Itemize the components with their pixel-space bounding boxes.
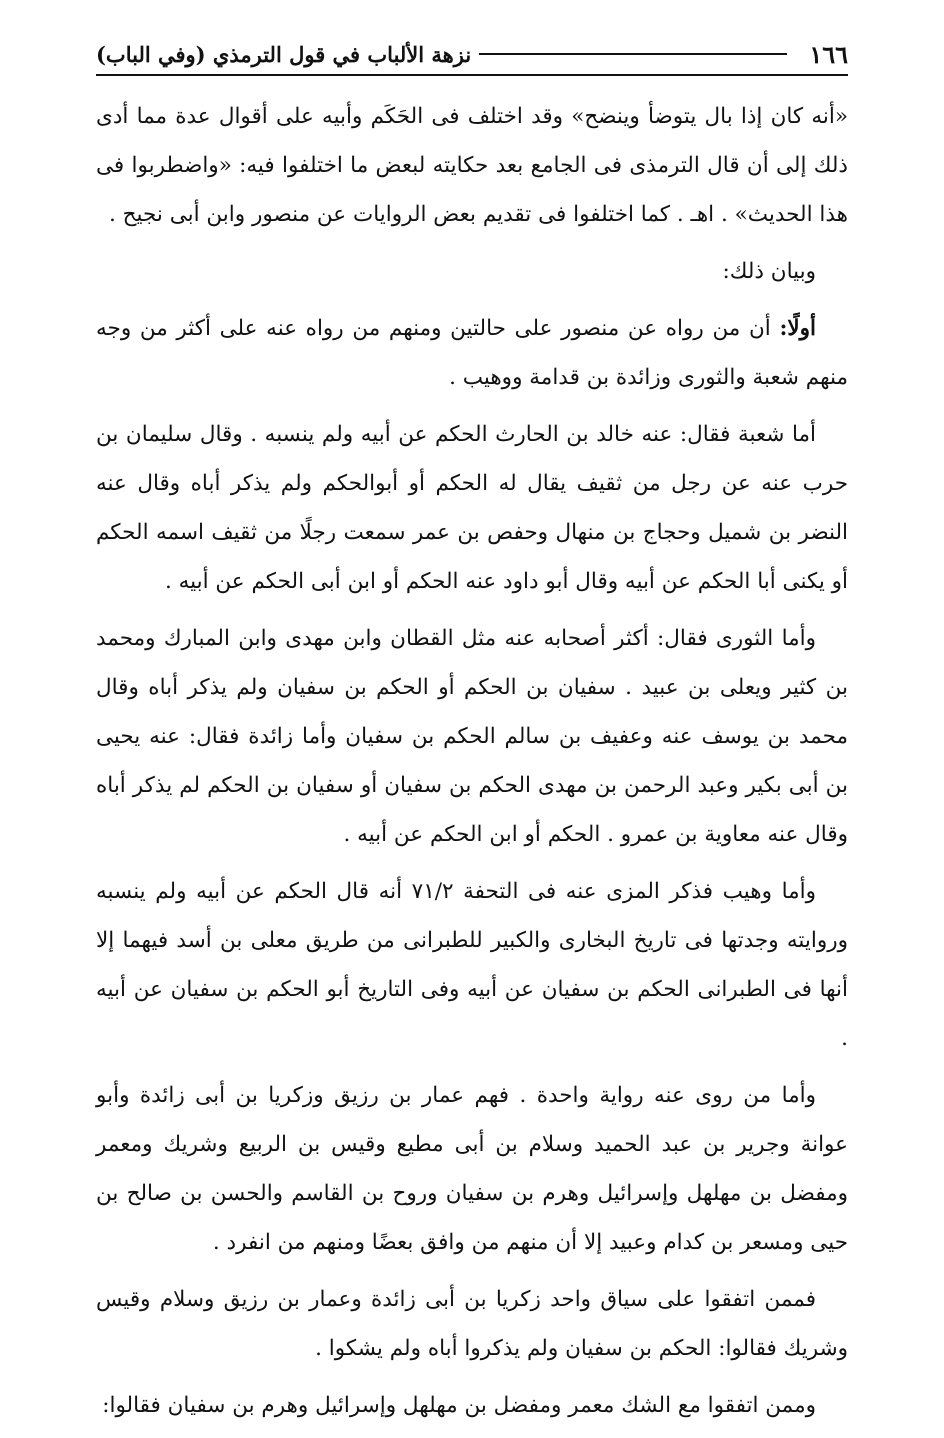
paragraph-shuba: [96, 410, 848, 606]
paragraph-text: فممن اتفقوا على سياق واحد زكريا بن أبى زائدة وعمار بن رزيق وسلام وقيس وشريك فقالوا: الحكم بن سفيان ولم يذكروا أباه ولم يشكوا .: [96, 1287, 848, 1361]
paragraph-text: وأما من روى عنه رواية واحدة . فهم عمار بن رزيق وزكريا بن أبى زائدة وأبو عوانة وجرير بن عبد الحميد وسلام بن أبى مطيع وقيس بن الربيع وشريك ومعمر ومفضل بن مهلهل وإسرائيل وهرم بن سفيان وروح بن القاسم والحسن بن صالح بن حيى ومسعر بن كدام وعبيد إلا أن منهم من وافق بعضًا ومنهم من انفرد .: [96, 1083, 848, 1255]
page-header: [96, 34, 848, 76]
paragraph-text: أما شعبة فقال: عنه خالد بن الحارث الحكم عن أبيه ولم ينسبه . وقال سليمان بن حرب عنه عن رجل من ثقيف يقال له الحكم أو أبوالحكم ولم يذكر أباه وقال عنه النضر بن شميل وحجاج بن منهال وحفص بن عمر سمعت رجلًا من ثقيف اسمه الحكم أو يكنى أبا الحكم عن أبيه وقال أبو داود عنه الحكم أو ابن أبى الحكم عن أبيه .: [96, 422, 848, 594]
header-rule: [479, 53, 787, 55]
paragraph-text: «أنه كان إذا بال يتوضأ وينضح» وقد اختلف فى الحَكَم وأبيه على أقوال عدة مما أدى ذلك إلى أن قال الترمذى فى الجامع بعد حكايته لبعض ما اختلفوا فيه: «واضطربوا فى هذا الحديث» . اهـ . كما اختلفوا فى تقديم بعض الروايات عن منصور وابن أبى نجيح .: [96, 104, 848, 227]
paragraph-text: وأما وهيب فذكر المزى عنه فى التحفة ٧١/٢ أنه قال الحكم عن أبيه ولم ينسبه وروايته وجدتها فى تاريخ البخارى والكبير للطبرانى من طريق معلى بن أسد فيهما إلا أنها فى الطبرانى الحكم بن سفيان عن أبيه وفى التاريخ أبو الحكم بن سفيان عن أبيه .: [96, 879, 848, 1051]
paragraph-text: وبيان ذلك:: [722, 259, 816, 284]
paragraph-continuation: [96, 92, 848, 239]
running-title: نزهة الألباب في قول الترمذي (وفي الباب): [96, 41, 472, 67]
page-number: ١٦٦: [809, 39, 848, 69]
paragraph-lead: أولًا:: [779, 316, 816, 341]
paragraph-agreed: [96, 1275, 848, 1373]
paragraph-intro: [96, 247, 848, 296]
paragraph-single-narration: [96, 1071, 848, 1267]
paragraph-text: وممن اتفقوا مع الشك معمر ومفضل بن مهلهل وإسرائيل وهرم بن سفيان فقالوا:: [102, 1393, 816, 1418]
paragraph-wuhayb: [96, 867, 848, 1063]
paragraph-thawri: [96, 614, 848, 859]
paragraph-text: أن من رواه عن منصور على حالتين ومنهم من رواه عنه على أكثر من وجه منهم شعبة والثورى وزائدة بن قدامة ووهيب .: [96, 316, 848, 390]
paragraph-doubt: [96, 1381, 848, 1430]
paragraph-text: وأما الثورى فقال: أكثر أصحابه عنه مثل القطان وابن مهدى وابن المبارك ومحمد بن كثير ويعلى بن عبيد . سفيان بن الحكم أو الحكم بن سفيان ولم يذكر أباه وقال محمد بن يوسف عنه وعفيف بن سالم الحكم بن سفيان وأما زائدة فقال: عنه يحيى بن أبى بكير وعبد الرحمن بن مهدى الحكم بن سفيان أو سفيان بن الحكم لم يذكر أباه وقال عنه معاوية بن عمرو . الحكم أو ابن الحكم عن أبيه .: [96, 626, 848, 847]
body-text: [96, 92, 848, 1438]
paragraph-first: [96, 304, 848, 402]
